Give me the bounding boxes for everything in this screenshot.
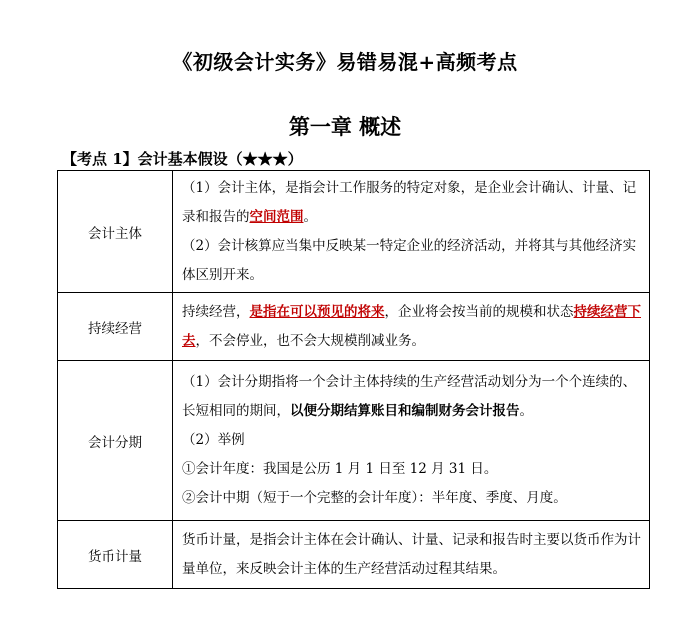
- paragraph: [182, 298, 641, 356]
- paragraph: [182, 174, 641, 232]
- row-label-monetary-measurement: 货币计量: [58, 521, 173, 589]
- row-content-accounting-period: [173, 361, 650, 521]
- text-span: 。: [519, 403, 533, 419]
- key-term-highlight: 空间范围: [249, 208, 304, 225]
- paragraph: （2）会计核算应当集中反映某一特定企业的经济活动，并将其与其他经济实体区别开来。: [182, 237, 637, 283]
- document-title: 《初级会计实务》易错易混+高频考点: [172, 50, 518, 74]
- text-span: （1）会计主体，是指会计工作服务的特定对象，是企业会计确认、计量、记录和报告的: [182, 179, 637, 225]
- chapter-heading: 第一章 概述: [288, 114, 402, 139]
- table-row: [58, 361, 650, 521]
- key-term-highlight: 持续经营下去: [182, 303, 641, 349]
- key-term-bold: 以便分期结算账目和编制财务会计报告: [290, 403, 520, 419]
- row-content-accounting-entity: [173, 171, 650, 293]
- row-label-going-concern: 持续经营: [58, 293, 173, 361]
- table-row: [58, 171, 650, 293]
- paragraph: ①会计年度：我国是公历 1 月 1 日至 12 月 31 日。: [182, 461, 498, 477]
- paragraph: [182, 368, 641, 426]
- row-content-going-concern: [173, 293, 650, 361]
- row-label-accounting-entity: 会计主体: [58, 171, 173, 293]
- paragraph: ②会计中期（短于一个完整的会计年度）：半年度、季度、月度。: [182, 490, 567, 506]
- table-row: [58, 293, 650, 361]
- table-row: [58, 521, 650, 589]
- assumptions-table: [57, 170, 650, 589]
- text-span: （1）会计分期指将一个会计主体持续的生产经营活动划分为一个个连续的、长短相同的期间，: [182, 374, 637, 419]
- text-span: ，不会停业，也不会大规模削减业务。: [195, 332, 425, 349]
- key-term-highlight: 是指在可以预见的将来: [249, 303, 385, 320]
- paragraph: 货币计量，是指会计主体在会计确认、计量、记录和报告时主要以货币作为计量单位，来反映会计主体的生产经营活动过程其结果。: [182, 531, 641, 577]
- text-span: 持续经营，: [182, 303, 250, 320]
- row-label-accounting-period: 会计分期: [58, 361, 173, 521]
- row-content-monetary-measurement: [173, 521, 650, 589]
- text-span: 。: [303, 208, 317, 225]
- text-span: ，企业将会按当前的规模和状态: [384, 303, 574, 320]
- paragraph: （2）举例: [182, 432, 245, 448]
- section-heading: 【考点 1】会计基本假设（★★★）: [62, 150, 303, 168]
